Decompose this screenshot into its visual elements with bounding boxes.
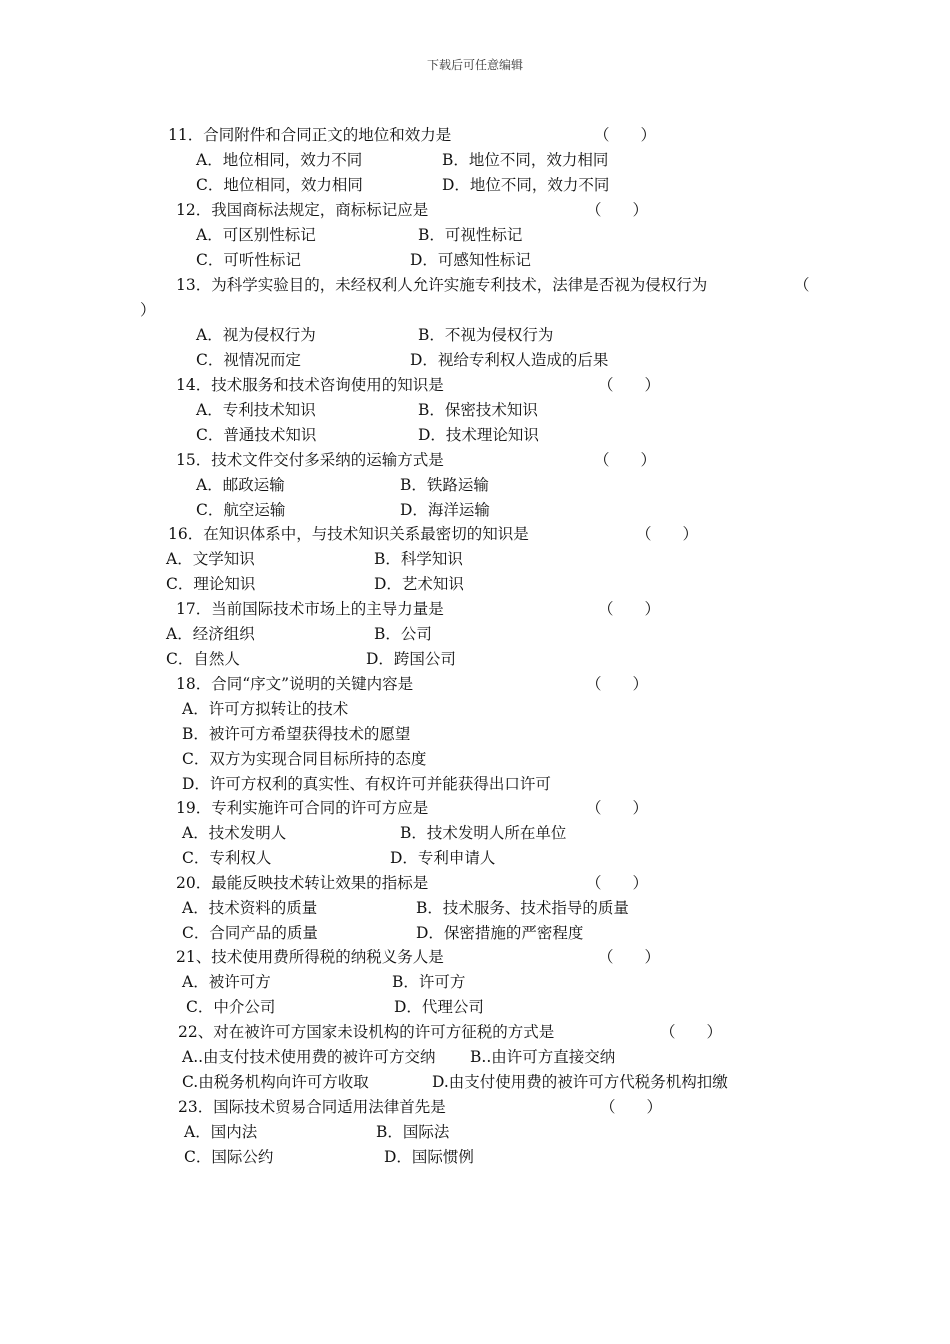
option-19-d: D．专利申请人 xyxy=(390,849,496,867)
option-13-d: D．视给专利权人造成的后果 xyxy=(410,351,609,369)
option-12-c: C．可听性标记 xyxy=(196,251,301,269)
option-21-a: A．被许可方 xyxy=(182,973,271,991)
option-17-c: C．自然人 xyxy=(166,650,240,668)
option-20-a: A．技术资料的质量 xyxy=(182,899,318,917)
option-23-b: B．国际法 xyxy=(376,1123,450,1141)
option-19-c: C．专利权人 xyxy=(182,849,272,867)
option-21-c: C．中介公司 xyxy=(186,998,276,1016)
option-13-a: A．视为侵权行为 xyxy=(196,326,316,344)
answer-bracket-12: （ ） xyxy=(586,201,649,219)
option-18-d: D．许可方权利的真实性、有权许可并能获得出口许可 xyxy=(182,775,551,793)
option-16-d: D．艺术知识 xyxy=(374,575,464,593)
answer-bracket-19: （ ） xyxy=(586,799,649,817)
option-11-c: C．地位相同，效力相同 xyxy=(196,176,363,194)
option-17-d: D．跨国公司 xyxy=(366,650,456,668)
option-18-b: B．被许可方希望获得技术的愿望 xyxy=(182,725,411,743)
option-15-d: D．海洋运输 xyxy=(400,501,490,519)
answer-bracket-21: （ ） xyxy=(598,948,661,966)
option-20-c: C．合同产品的质量 xyxy=(182,924,318,942)
option-12-b: B．可视性标记 xyxy=(418,226,523,244)
page-header: 下载后可任意编辑 xyxy=(426,58,523,72)
option-14-c: C．普通技术知识 xyxy=(196,426,317,444)
option-12-a: A．可区别性标记 xyxy=(196,226,316,244)
question-18: 18．合同“序文”说明的关键内容是 xyxy=(176,675,414,693)
question-11: 11．合同附件和合同正文的地位和效力是 xyxy=(168,126,452,144)
question-14: 14．技术服务和技术咨询使用的知识是 xyxy=(176,376,444,394)
option-18-a: A．许可方拟转让的技术 xyxy=(182,700,349,718)
option-16-c: C．理论知识 xyxy=(166,575,256,593)
option-15-a: A．邮政运输 xyxy=(196,476,285,494)
option-23-c: C．国际公约 xyxy=(184,1148,274,1166)
answer-bracket-15: （ ） xyxy=(594,451,657,469)
answer-bracket-17: （ ） xyxy=(598,600,661,618)
option-14-a: A．专利技术知识 xyxy=(196,401,316,419)
option-16-b: B．科学知识 xyxy=(374,550,463,568)
option-23-a: A．国内法 xyxy=(184,1123,258,1141)
answer-bracket-14: （ ） xyxy=(598,376,661,394)
option-15-c: C．航空运输 xyxy=(196,501,286,519)
answer-bracket-13-close: ） xyxy=(140,301,156,319)
answer-bracket-18: （ ） xyxy=(586,675,649,693)
option-11-d: D．地位不同，效力不同 xyxy=(442,176,610,194)
option-16-a: A．文学知识 xyxy=(166,550,255,568)
option-22-a: A..由支付技术使用费的被许可方交纳 xyxy=(182,1048,436,1066)
answer-bracket-20: （ ） xyxy=(586,874,649,892)
question-12: 12．我国商标法规定，商标标记应是 xyxy=(176,201,429,219)
question-17: 17．当前国际技术市场上的主导力量是 xyxy=(176,600,444,618)
question-20: 20．最能反映技术转让效果的指标是 xyxy=(176,874,429,892)
option-13-b: B．不视为侵权行为 xyxy=(418,326,554,344)
option-21-d: D．代理公司 xyxy=(394,998,484,1016)
option-20-d: D．保密措施的严密程度 xyxy=(416,924,584,942)
option-13-c: C．视情况而定 xyxy=(196,351,301,369)
answer-bracket-23: （ ） xyxy=(600,1098,663,1116)
answer-bracket-11: （ ） xyxy=(594,126,657,144)
option-17-a: A．经济组织 xyxy=(166,625,255,643)
option-17-b: B．公司 xyxy=(374,625,432,643)
option-12-d: D．可感知性标记 xyxy=(410,251,531,269)
option-21-b: B．许可方 xyxy=(392,973,466,991)
option-11-a: A．地位相同，效力不同 xyxy=(196,151,363,169)
option-22-c: C.由税务机构向许可方收取 xyxy=(182,1073,369,1091)
option-19-a: A．技术发明人 xyxy=(182,824,287,842)
option-23-d: D．国际惯例 xyxy=(384,1148,474,1166)
option-22-b: B..由许可方直接交纳 xyxy=(470,1048,616,1066)
answer-bracket-22: （ ） xyxy=(660,1023,723,1041)
question-16: 16．在知识体系中，与技术知识关系最密切的知识是 xyxy=(168,525,529,543)
option-14-d: D．技术理论知识 xyxy=(418,426,539,444)
question-23: 23．国际技术贸易合同适用法律首先是 xyxy=(178,1098,446,1116)
option-19-b: B．技术发明人所在单位 xyxy=(400,824,567,842)
option-18-c: C．双方为实现合同目标所持的态度 xyxy=(182,750,427,768)
question-13: 13．为科学实验目的，未经权利人允许实施专利技术，法律是否视为侵权行为 xyxy=(176,276,708,294)
question-19: 19．专利实施许可合同的许可方应是 xyxy=(176,799,429,817)
question-15: 15．技术文件交付多采纳的运输方式是 xyxy=(176,451,444,469)
answer-bracket-16: （ ） xyxy=(636,525,699,543)
option-20-b: B．技术服务、技术指导的质量 xyxy=(416,899,629,917)
question-21: 21、技术使用费所得税的纳税义务人是 xyxy=(176,948,444,966)
option-11-b: B．地位不同，效力相同 xyxy=(442,151,609,169)
answer-bracket-13-open: （ xyxy=(794,276,810,294)
option-15-b: B．铁路运输 xyxy=(400,476,489,494)
question-22: 22、对在被许可方国家未设机构的许可方征税的方式是 xyxy=(178,1023,555,1041)
option-22-d: D.由支付使用费的被许可方代税务机构扣缴 xyxy=(432,1073,728,1091)
option-14-b: B．保密技术知识 xyxy=(418,401,538,419)
